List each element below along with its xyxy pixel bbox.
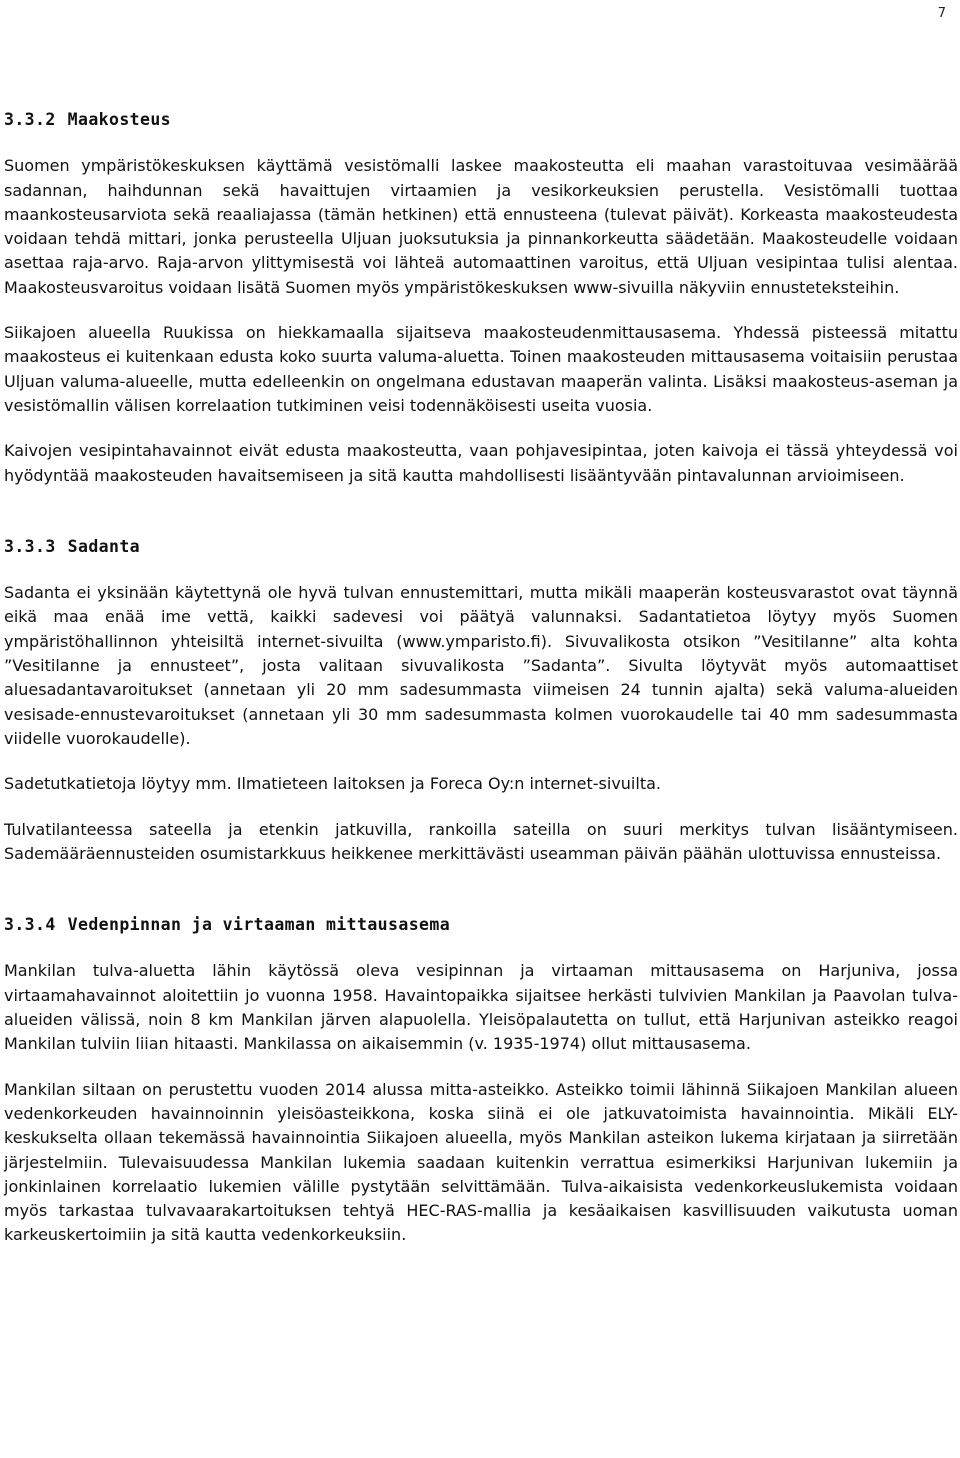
section-heading [4,108,958,132]
paragraph: Sadanta ei yksinään käytettynä ole hyvä tulvan ennustemittari, mutta mikäli maaperän kosteusvarastot ovat täynnä eikä maa enää ime vettä, kaikki sadevesi voi päätyä valunnaksi. Sadantatietoa löytyy myös Suomen ympäristöhallinnon yhteisiltä internet-sivuilta (www.ymparisto.fi). Sivuvalikosta otsikon ”Vesitilanne” alta kohta ”Vesitilanne ja ennusteet”, josta valitaan sivuvalikosta ”Sadanta”. Sivulta löytyvät myös automaattiset aluesadantavaroitukset (annetaan yli 20 mm sadesummasta viimeisen 24 tunnin ajalta) sekä valuma-alueiden vesisade-ennustevaroitukset (annetaan yli 30 mm sadesummasta kolmen vuorokaudelle tai 40 mm sadesummasta viidelle vuorokaudelle). [4,583,958,748]
paragraph: Siikajoen alueella Ruukissa on hiekkamaalla sijaitseva maakosteudenmittausasema. Yhdessä pisteessä mitattu maakosteus ei kuitenkaan edusta koko suurta valuma-aluetta. Toinen maakosteuden mittausasema voitaisiin perustaa Uljuan valuma-alueelle, mutta edelleenkin on ongelmana edustavan maaperän valinta. Lisäksi maakosteus-aseman ja vesistömallin välisen korrelaation tutkiminen veisi todennäköisesti useita vuosia. [4,323,958,415]
section-vedenpinnan-mittausasema [4,913,958,1248]
page-content [4,108,958,1248]
paragraph: Kaivojen vesipintahavainnot eivät edusta maakosteutta, vaan pohjavesipintaa, joten kaivoja ei tässä yhteydessä voi hyödyntää maakosteuden havaitsemiseen ja sitä kautta mahdollisesti lisääntyvään pintavalunnan arvioimiseen. [4,441,958,485]
paragraph: Mankilan siltaan on perustettu vuoden 2014 alussa mitta-asteikko. Asteikko toimii lähinnä Siikajoen Mankilan alueen vedenkorkeuden havainnoinnin yleisöasteikkona, koska siinä ei ole jatkuvatoimista havainnointia. Mikäli ELY-keskukselta ollaan tekemässä havainnointia Siikajoen alueella, myös Mankilan asteikon lukema kirjataan ja siirretään järjestelmiin. Tulevaisuudessa Mankilan lukemia saadaan kuitenkin verrattua esimerkiksi Harjunivan lukemiin ja jonkinlainen korrelaatio lukemien välille pystytään selvittämään. Tulva-aikaisista vedenkorkeuslukemista voidaan myös tarkastaa tulvavaarakartoituksen tehtyä HEC-RAS-mallia ja kesäaikaisen kasvillisuuden vaikutusta uoman karkeuskertoimiin ja sitä kautta vedenkorkeuksiin. [4,1079,958,1245]
section-heading [4,535,958,559]
page-number: 7 [937,6,946,21]
section-title: Maakosteus [67,110,172,129]
paragraph: Sadetutkatietoja löytyy mm. Ilmatieteen laitoksen ja Foreca Oy:n internet-sivuilta. [4,774,661,794]
section-number: 3.3.2 [4,110,56,129]
section-maakosteus [4,108,958,488]
section-number: 3.3.4 [4,915,56,935]
section-title: Sadanta [67,536,141,556]
paragraph: Suomen ympäristökeskuksen käyttämä vesistömalli laskee maakosteutta eli maahan varastoituvaa vesimäärää sadannan, haihdunnan sekä havaittujen virtaamien ja vesikorkeuksien perustella. Vesistömalli tuottaa maankosteusarviota sekä reaaliajassa (tämän hetkinen) että ennusteena (tulevat päivät). Korkeasta maakosteudesta voidaan tehdä mittari, jonka perusteella Uljuan juoksutuksia ja pinnankorkeutta säädetään. Maakosteudelle voidaan asettaa raja-arvo. Raja-arvon ylittymisestä voi lähteä automaattinen varoitus, että Uljuan vesipintaa tulisi alentaa. Maakosteusvaroitus voidaan lisätä Suomen myös ympäristökeskuksen www-sivuilla näkyviin ennusteteksteihin. [4,156,958,297]
section-title: Vedenpinnan ja virtaaman mittausasema [67,915,451,935]
section-number: 3.3.3 [4,536,56,556]
section-heading [4,913,958,937]
paragraph: Tulvatilanteessa sateella ja etenkin jatkuvilla, rankoilla sateilla on suuri merkitys tulvan lisääntymiseen. Sademääräennusteiden osumistarkkuus heikkenee merkittävästi useamman päivän päähän ulottuvissa ennusteissa. [4,819,958,863]
section-sadanta [4,535,958,866]
paragraph: Mankilan tulva-aluetta lähin käytössä oleva vesipinnan ja virtaaman mittausasema on Harjuniva, jossa virtaamahavainnot aloitettiin jo vuonna 1958. Havaintopaikka sijaitsee herkästi tulvivien Mankilan ja Paavolan tulva-alueiden välissä, noin 8 km Mankilan järven alapuolella. Yleisöpalautetta on tullut, että Harjunivan asteikko reagoi Mankilan tulviin liian hitaasti. Mankilassa on aikaisemmin (v. 1935-1974) ollut mittausasema. [4,961,958,1054]
